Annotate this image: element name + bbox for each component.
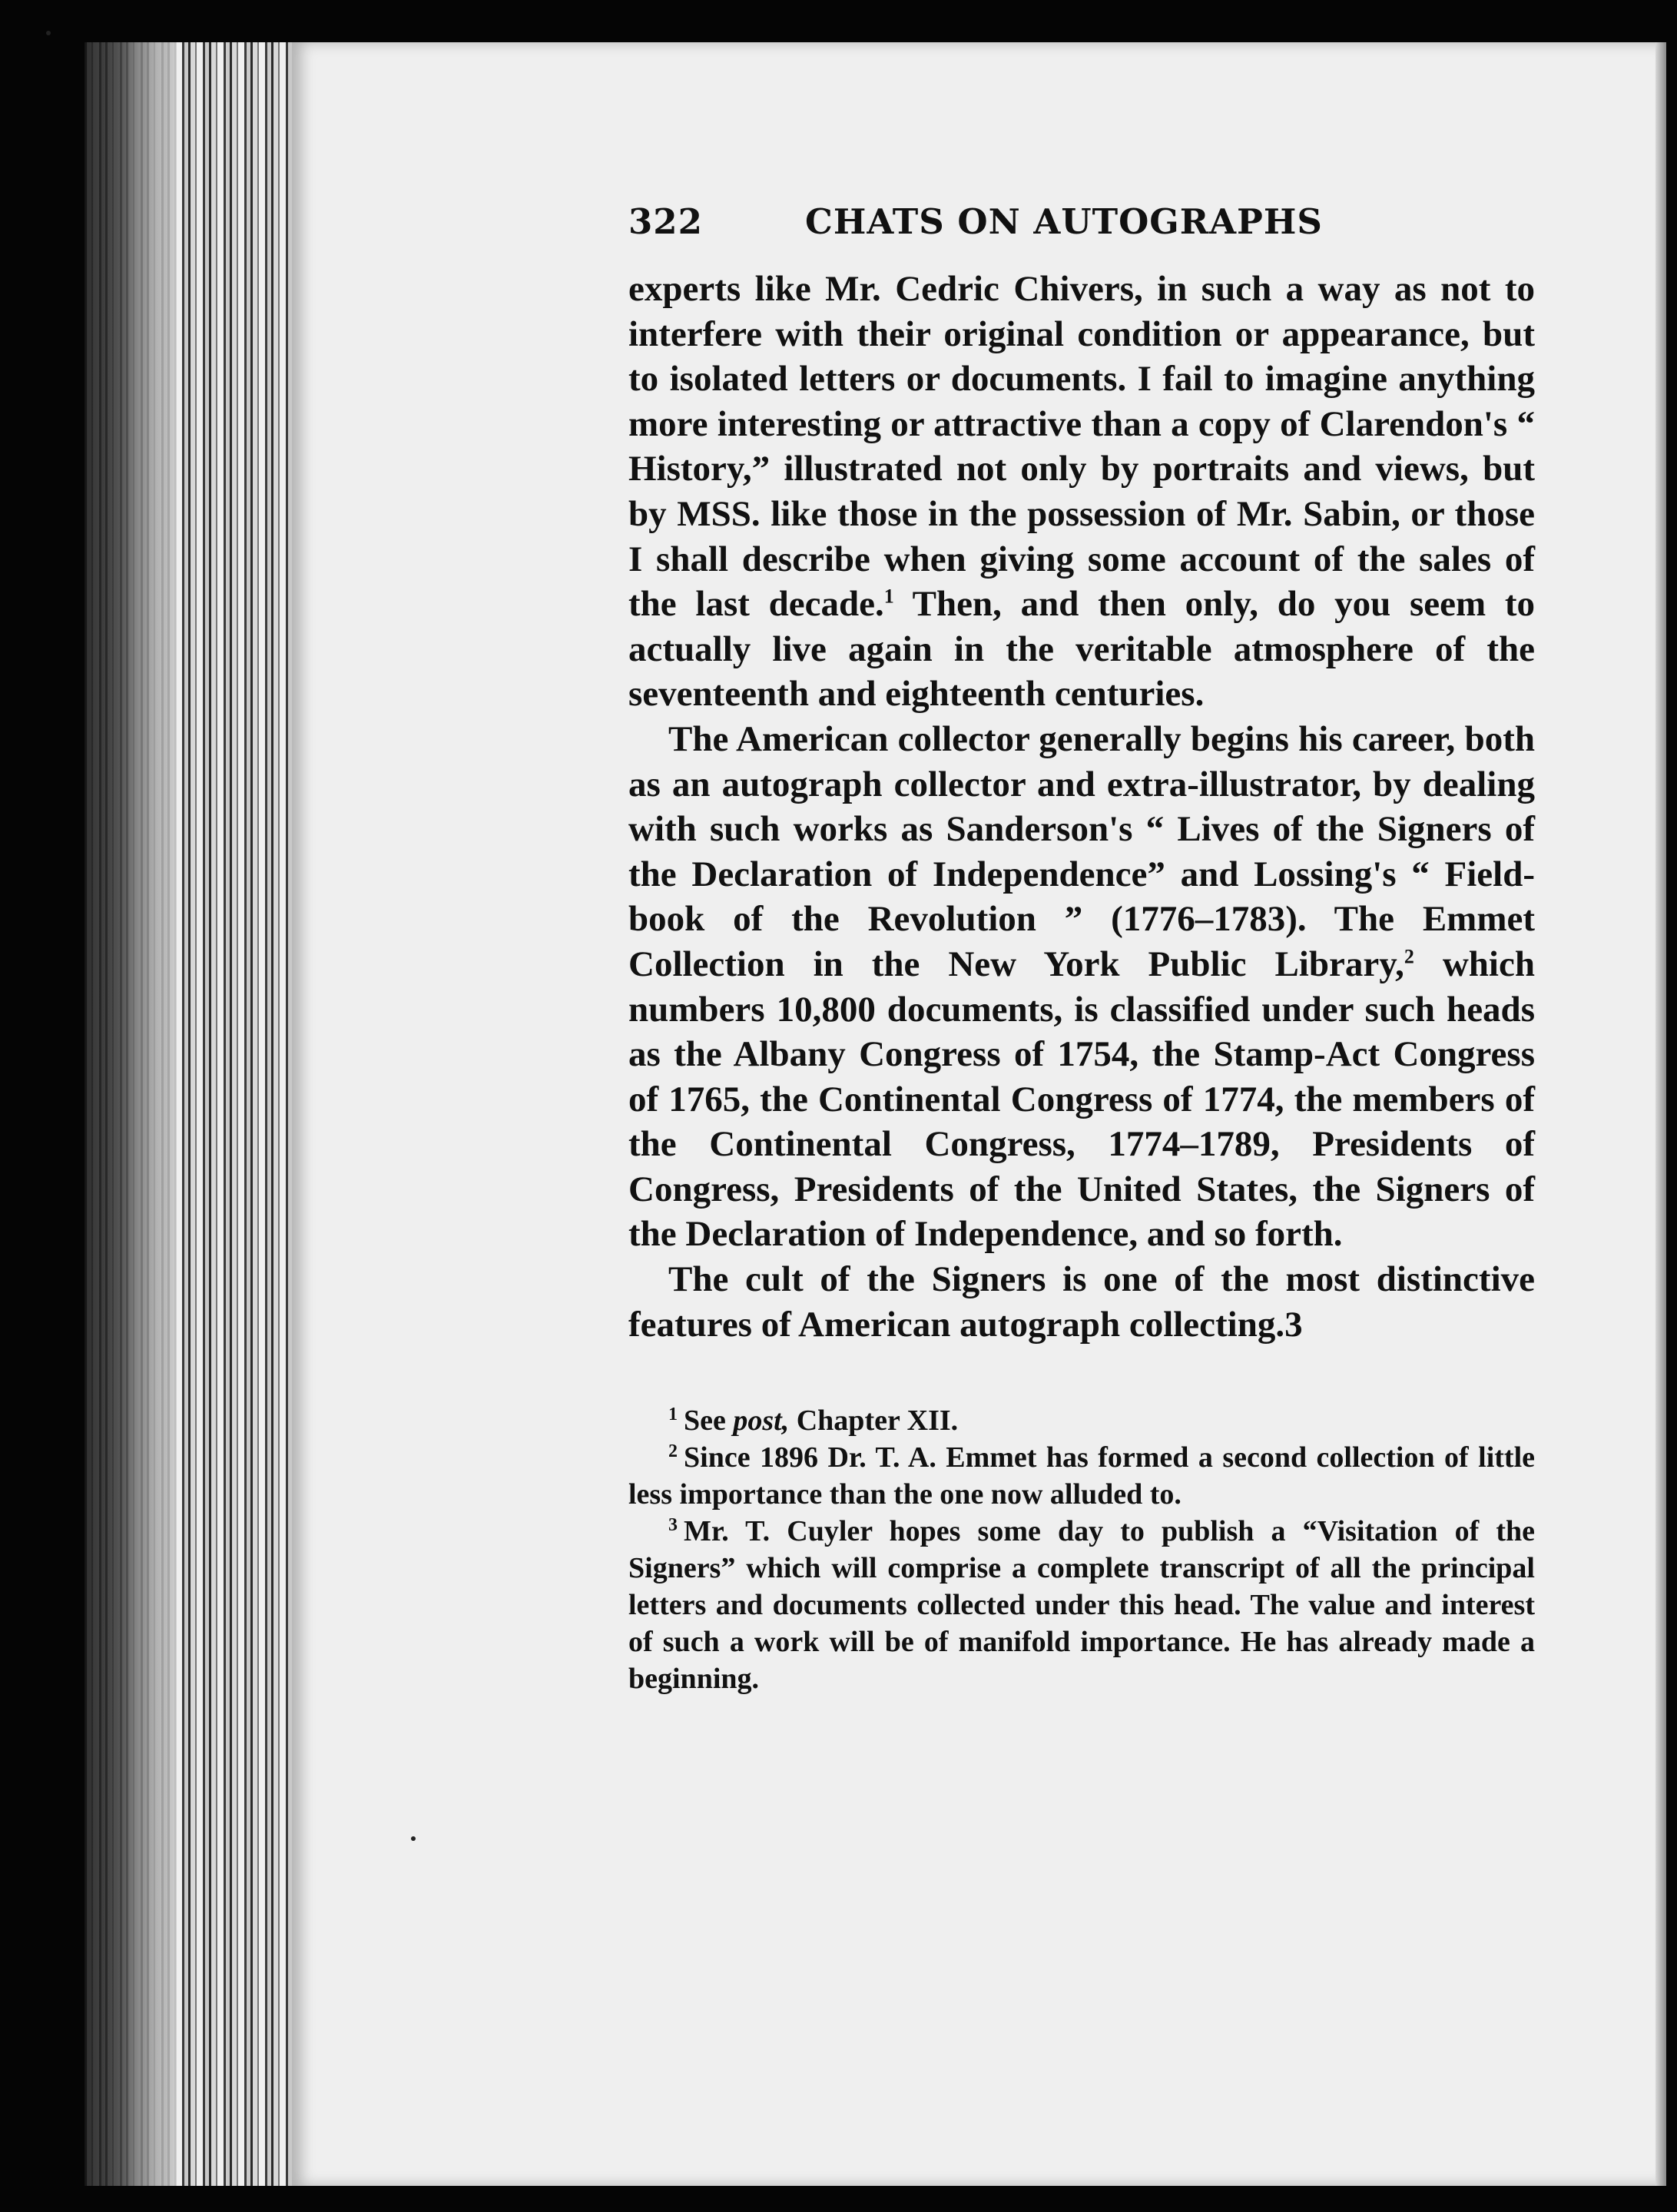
page-edges-shadow	[85, 42, 177, 2186]
footnote-reference-2[interactable]: 2	[1404, 945, 1414, 968]
page-number: 322	[628, 201, 703, 242]
footnote-reference-1[interactable]: 1	[883, 585, 894, 608]
footnote-1	[628, 1402, 1535, 1439]
footnote-1-emphasis: post,	[733, 1404, 790, 1438]
footnote-mark-1: 1	[668, 1404, 678, 1424]
footnote-1-text-b: Chapter XII.	[789, 1404, 959, 1438]
paragraph-2-text-b: which numbers 10,800 documents, is classified under such heads as the Albany Congress of 1754, the Stamp-Act Congress of 1765, the Continental Congress of 1774, the members of the Continental Congress, 1774–1789, Presidents of Congress, Presidents of the United States, the Signers of the Declaration of Independence, and so forth.	[628, 943, 1535, 1255]
page-right-edge	[1655, 42, 1666, 2186]
footnote-1-text-a: See	[684, 1404, 734, 1438]
footnote-2-text: Since 1896 Dr. T. A. Emmet has formed a second collection of little less importance than the one now alluded to.	[628, 1441, 1535, 1511]
footnote-2	[628, 1439, 1535, 1513]
paragraph-1	[628, 267, 1535, 717]
footnote-reference-3[interactable]: 3	[1284, 1304, 1303, 1345]
footnote-3-text: Mr. T. Cuyler hopes some day to publish a “Visitation of the Signers” which will comprise a complete transcript of all the principal letters and documents collected under this head. The value and interest of such a work will be of manifold importance. He has already made a beginning.	[628, 1515, 1535, 1696]
footnotes	[628, 1402, 1535, 1697]
footnote-mark-3: 3	[668, 1514, 678, 1535]
paragraph-2-text-a: The American collector generally begins his career, both as an autograph collector and extra-illustrator, by dealing with such works as Sanderson's “ Lives of the Signers of the Declaration of Independence” and Lossing's “ Field-book of the Revolution ” (1776–1783). The Emmet Collection in the New York Public Library,	[628, 718, 1535, 984]
running-head	[628, 201, 1535, 242]
paragraph-3-text: The cult of the Signers is one of the most distinctive features of American autograph collecting.	[628, 1259, 1535, 1345]
paragraph-3	[628, 1257, 1535, 1347]
footnote-3	[628, 1513, 1535, 1697]
body-text	[628, 267, 1535, 1347]
running-title: CHATS ON AUTOGRAPHS	[805, 201, 1323, 242]
scan-speck	[46, 31, 51, 35]
paragraph-1-end: Then, and then only, do you seem to actually live again in the veritable atmosphere of the seventeenth and eighteenth centuries.	[628, 584, 1536, 715]
paragraph-2	[628, 717, 1535, 1257]
paragraph-1-text: experts like Mr. Cedric Chivers, in such a way as not to interfere with their original condition or appearance, but to isolated letters or documents. I fail to imagine anything more interesting or attractive than a copy of Clarendon's “ History,” illustrated not only by portraits and views, but by MSS. like those in the possession of Mr. Sabin, or those I shall describe when giving some account of the sales of the last decade.	[628, 269, 1535, 625]
footnote-mark-2: 2	[668, 1441, 678, 1461]
text-block	[628, 201, 1535, 1697]
scan-speck	[411, 1836, 416, 1841]
